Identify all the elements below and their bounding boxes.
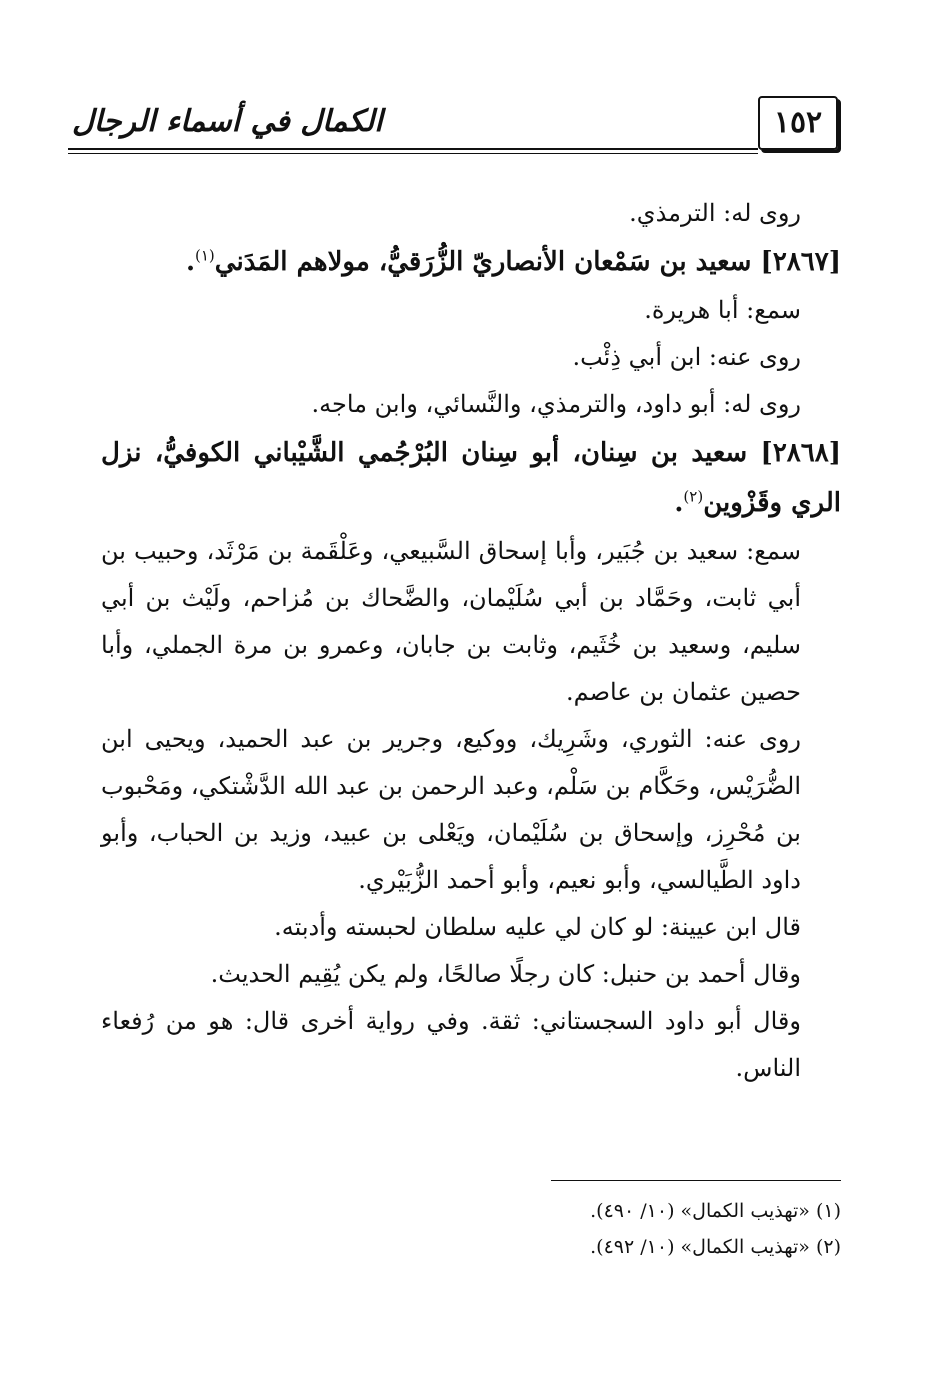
- book-title: الكمال في أسماء الرجال: [72, 104, 383, 139]
- main-text: [101, 190, 841, 1092]
- paragraph: وقال أبو داود السجستاني: ثقة. وفي رواية أخرى قال: هو من رُفعاء الناس.: [101, 1007, 801, 1082]
- paragraph: سمع: سعيد بن جُبَير، وأبا إسحاق السَّبيعي، وعَلْقَمة بن مَرْثَد، وحبيب بن أبي ثابت، وحَمَّاد بن أبي سُلَيْمان، والضَّحاك بن مُزاحم، ولَيْث بن أبي سليم، وسعيد بن خُثَيم، وثابت بن جابان، وعمرو بن مرة الجملي، وأبا حصين عثمان بن عاصم.: [101, 537, 802, 706]
- footnote-ref: (٢): [683, 487, 704, 506]
- entry-name: سعيد بن سِنان، أبو سِنان البُرْجُمي الشَّيْباني الكوفيُّ، نزل الري وقَزْوين: [101, 438, 841, 518]
- paragraph: وقال أحمد بن حنبل: كان رجلًا صالحًا، ولم يكن يُقِيم الحديث.: [210, 960, 801, 988]
- footnotes: [101, 1180, 841, 1265]
- paragraph: قال ابن عيينة: لو كان لي عليه سلطان لحبسته وأدبته.: [274, 913, 801, 941]
- header-rule: [68, 148, 758, 150]
- page-header: [68, 96, 838, 160]
- text-line: سمع: أبا هريرة.: [644, 296, 801, 324]
- footnote: (٢) «تهذيب الكمال» (١٠/ ٤٩٢).: [590, 1236, 841, 1258]
- entry-heading: [٢٨٦٨] سعيد بن سِنان، أبو سِنان البُرْجُمي الشَّيْباني الكوفيُّ، نزل الري وقَزْوين$^{(٢)}$.: [101, 438, 841, 518]
- text-line: روى له: أبو داود، والترمذي، والنَّسائي، وابن ماجه.: [311, 390, 801, 418]
- text-line: روى عنه: ابن أبي ذِئْب.: [572, 343, 801, 371]
- footnote-rule: [551, 1180, 841, 1181]
- entry-number: [٢٨٦٧]: [760, 247, 841, 277]
- page-number: ١٥٢: [758, 96, 838, 150]
- entry-name: سعيد بن سَمْعان الأنصاريّ الزُّرَقيُّ، مولاهم المَدَني: [214, 247, 752, 277]
- footnote: (١) «تهذيب الكمال» (١٠/ ٤٩٠).: [590, 1200, 841, 1222]
- footnote-ref: (١): [195, 246, 215, 265]
- header-rule-thin: [68, 153, 758, 154]
- entry-heading: [٢٨٦٧] سعيد بن سَمْعان الأنصاريّ الزُّرَقيُّ، مولاهم المَدَني$^{(١)}$.: [185, 246, 841, 277]
- entry-number: [٢٨٦٨]: [760, 438, 841, 468]
- paragraph: روى عنه: الثوري، وشَرِيك، ووكيع، وجرير بن عبد الحميد، ويحيى ابن الضُّرَيْس، وحَكَّام بن سَلْم، وعبد الرحمن بن عبد الله الدَّشْتكي، ومَحْبوب بن مُحْرِز، وإسحاق بن سُلَيْمان، ويَعْلى بن عبيد، وزيد بن الحباب، وأبو داود الطَّيالسي، وأبو نعيم، وأبو أحمد الزُّبَيْري.: [101, 725, 801, 894]
- text-line: روى له: الترمذي.: [629, 199, 801, 227]
